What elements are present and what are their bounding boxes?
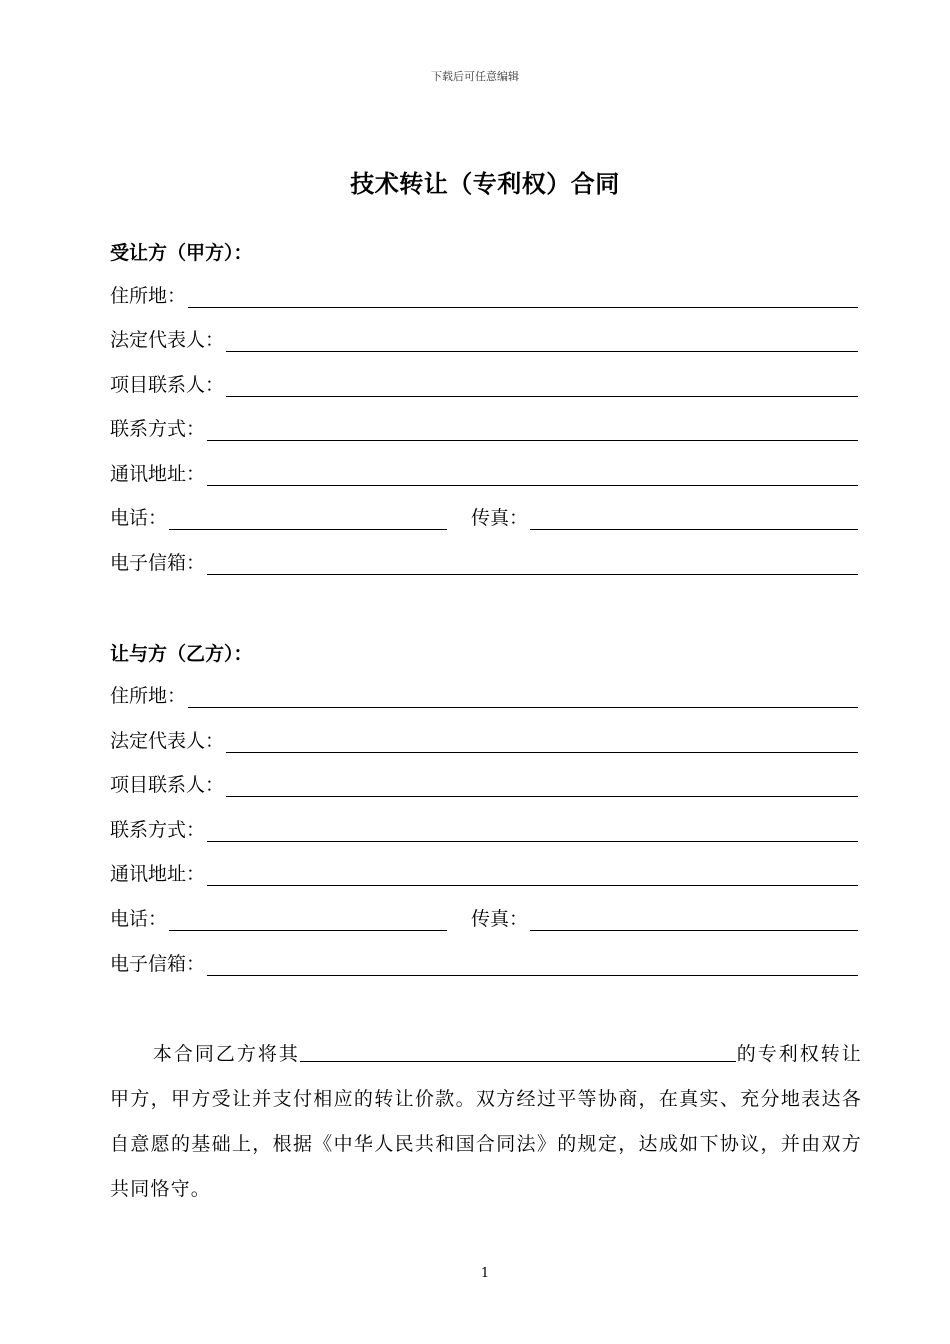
- party-b-email-row: [110, 946, 858, 976]
- party-a-email-row: [110, 545, 858, 575]
- party-a-heading: 受让方（甲方）：: [110, 242, 253, 264]
- party-b-contact-method-label: 联系方式：: [110, 819, 206, 841]
- page-number: 1: [480, 1266, 490, 1281]
- patent-name-field[interactable]: [300, 1043, 736, 1062]
- party-b-contact-person-row: [110, 767, 858, 797]
- document-title: 技术转让（专利权）合同: [350, 169, 620, 198]
- party-a-phone-field[interactable]: [169, 509, 447, 530]
- party-a-contact-person-label: 项目联系人：: [110, 374, 225, 396]
- party-b-email-label: 电子信箱：: [110, 953, 206, 975]
- party-a-mailing-address-field[interactable]: [207, 465, 858, 486]
- party-b-legal-rep-row: [110, 723, 858, 753]
- party-b-mailing-address-row: [110, 856, 858, 886]
- header-note: 下载后可任意编辑: [431, 70, 519, 83]
- party-a-address-row: [110, 278, 858, 308]
- party-b-address-label: 住所地：: [110, 685, 187, 707]
- party-a-contact-person-row: [110, 367, 858, 397]
- party-a-contact-method-label: 联系方式：: [110, 418, 206, 440]
- party-a-legal-rep-label: 法定代表人：: [110, 329, 225, 351]
- party-a-mailing-address-row: [110, 456, 858, 486]
- intro-paragraph: [110, 1032, 862, 1212]
- party-a-phone-label: 电话：: [110, 507, 168, 529]
- party-b-legal-rep-field[interactable]: [226, 732, 858, 753]
- party-b-mailing-address-field[interactable]: [207, 865, 858, 886]
- party-b-phone-label: 电话：: [110, 908, 168, 930]
- intro-prefix: 本合同乙方将其: [152, 1043, 300, 1065]
- party-a-address-label: 住所地：: [110, 285, 187, 307]
- party-a-fax-label: 传真：: [471, 507, 529, 529]
- party-b-contact-person-label: 项目联系人：: [110, 774, 225, 796]
- party-a-mailing-address-label: 通讯地址：: [110, 463, 206, 485]
- party-a-contact-method-row: [110, 411, 858, 441]
- party-a-phone-fax-row: [110, 500, 858, 530]
- party-a-email-label: 电子信箱：: [110, 552, 206, 574]
- party-b-contact-method-field[interactable]: [207, 821, 858, 842]
- party-a-contact-person-field[interactable]: [226, 376, 858, 397]
- party-a-email-field[interactable]: [207, 554, 858, 575]
- party-b-fax-field[interactable]: [530, 910, 858, 931]
- party-a-address-field[interactable]: [188, 287, 858, 308]
- party-b-contact-person-field[interactable]: [226, 776, 858, 797]
- party-b-phone-field[interactable]: [169, 910, 447, 931]
- party-b-phone-fax-row: [110, 901, 858, 931]
- party-a-legal-rep-row: [110, 322, 858, 352]
- party-b-heading: 让与方（乙方）：: [110, 643, 253, 665]
- party-a-contact-method-field[interactable]: [207, 420, 858, 441]
- party-a-fax-field[interactable]: [530, 509, 858, 530]
- party-b-contact-method-row: [110, 812, 858, 842]
- party-a-legal-rep-field[interactable]: [226, 331, 858, 352]
- party-b-fax-label: 传真：: [471, 908, 529, 930]
- party-b-legal-rep-label: 法定代表人：: [110, 730, 225, 752]
- party-b-address-row: [110, 678, 858, 708]
- intro-suffix: 的专利权转让甲方，甲方受让并支付相应的转让价款。双方经过平等协商，在真实、充分地表达各自意愿的基础上，根据《中华人民共和国合同法》的规定，达成如下协议，并由双方共同恪守。: [110, 1043, 863, 1200]
- party-b-address-field[interactable]: [188, 687, 858, 708]
- party-b-mailing-address-label: 通讯地址：: [110, 863, 206, 885]
- party-b-email-field[interactable]: [207, 955, 858, 976]
